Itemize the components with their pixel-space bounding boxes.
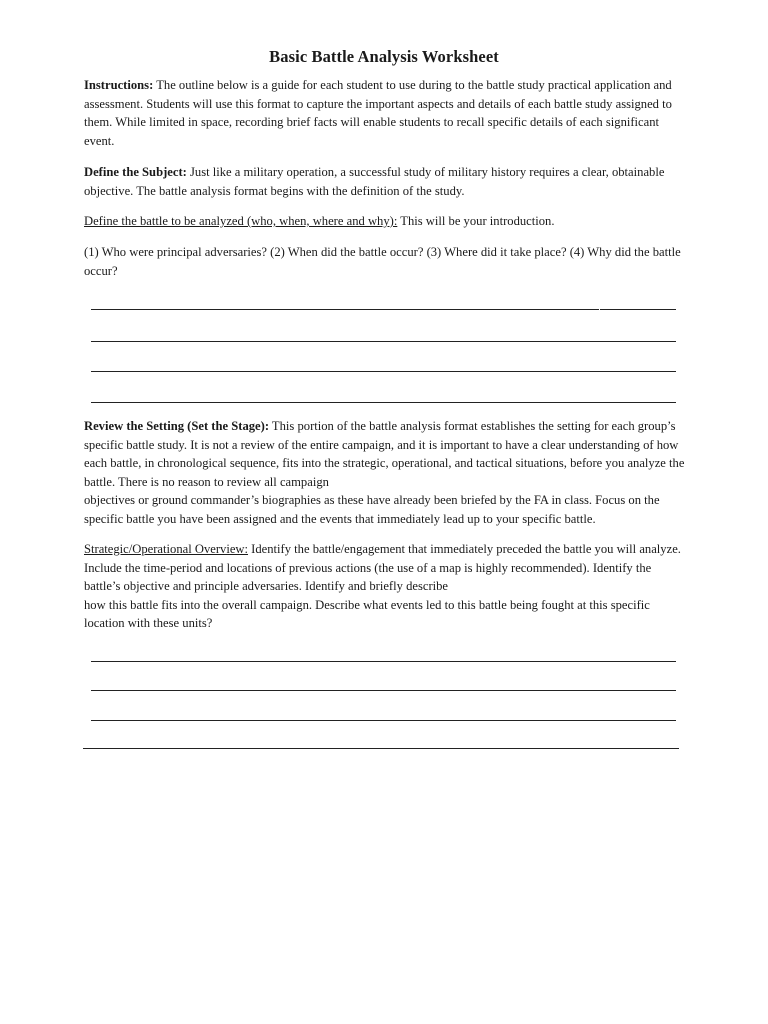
strategic-overview-label: Strategic/Operational Overview: [84, 542, 249, 556]
answer-line[interactable] [91, 661, 676, 662]
define-subject-paragraph [84, 163, 686, 200]
review-setting-paragraph [84, 417, 686, 528]
instructions-label: Instructions: [84, 78, 154, 92]
define-battle-paragraph [84, 212, 686, 231]
answer-line[interactable] [91, 371, 676, 372]
review-setting-label: Review the Setting (Set the Stage): [84, 419, 270, 433]
define-subject-text: Just like a military operation, a successful study of military history requires a clear, obtainable objective. The battle analysis format begins with the definition of the study. [84, 165, 665, 198]
answer-line[interactable] [91, 341, 676, 342]
answer-line[interactable] [600, 309, 676, 310]
instructions-paragraph [84, 76, 686, 150]
answer-line[interactable] [91, 402, 676, 403]
define-subject-label: Define the Subject: [84, 165, 187, 179]
page-title: Basic Battle Analysis Worksheet [269, 47, 499, 66]
define-battle-text: This will be your introduction. [397, 214, 555, 228]
strategic-overview-paragraph [84, 540, 686, 633]
answer-line[interactable] [91, 690, 676, 691]
strategic-overview-text: Identify the battle/engagement that immediately preceded the battle you will analyze. Include the time-period and locations of previous actions (the use of a map is highly recommended). Identify the battle’s objective and principle adversaries. Identify and briefly describe [84, 542, 681, 593]
define-battle-label: Define the battle to be analyzed (who, when, where and why): [84, 214, 398, 228]
review-setting-text-continued: objectives or ground commander’s biographies as these have already been briefed by the FA in class. Focus on the specific battle you have been assigned and the events that immediately lead up to your specific battle. [84, 493, 660, 526]
answer-line[interactable] [91, 720, 676, 721]
instructions-text: The outline below is a guide for each student to use during to the battle study practical application and assessment. Students will use this format to capture the important aspects and details of each battle study assigned to them. While limited in space, recording brief facts will enable students to recall specific details of each significant event. [84, 78, 672, 148]
answer-line[interactable] [83, 748, 679, 749]
answer-line[interactable] [91, 309, 599, 310]
strategic-overview-text-continued: how this battle fits into the overall campaign. Describe what events led to this battle being fought at this specific location with these units? [84, 597, 650, 630]
questions-paragraph: (1) Who were principal adversaries? (2) When did the battle occur? (3) Where did it take place? (4) Why did the battle occur? [84, 245, 681, 278]
review-setting-text: This portion of the battle analysis format establishes the setting for each group’s specific battle study. It is not a review of the entire campaign, and it is important to have a clear understanding of how each battle, in chronological sequence, fits into the strategic, operational, and tactical situations, before you analyze the battle. There is no reason to review all campaign [84, 419, 685, 489]
